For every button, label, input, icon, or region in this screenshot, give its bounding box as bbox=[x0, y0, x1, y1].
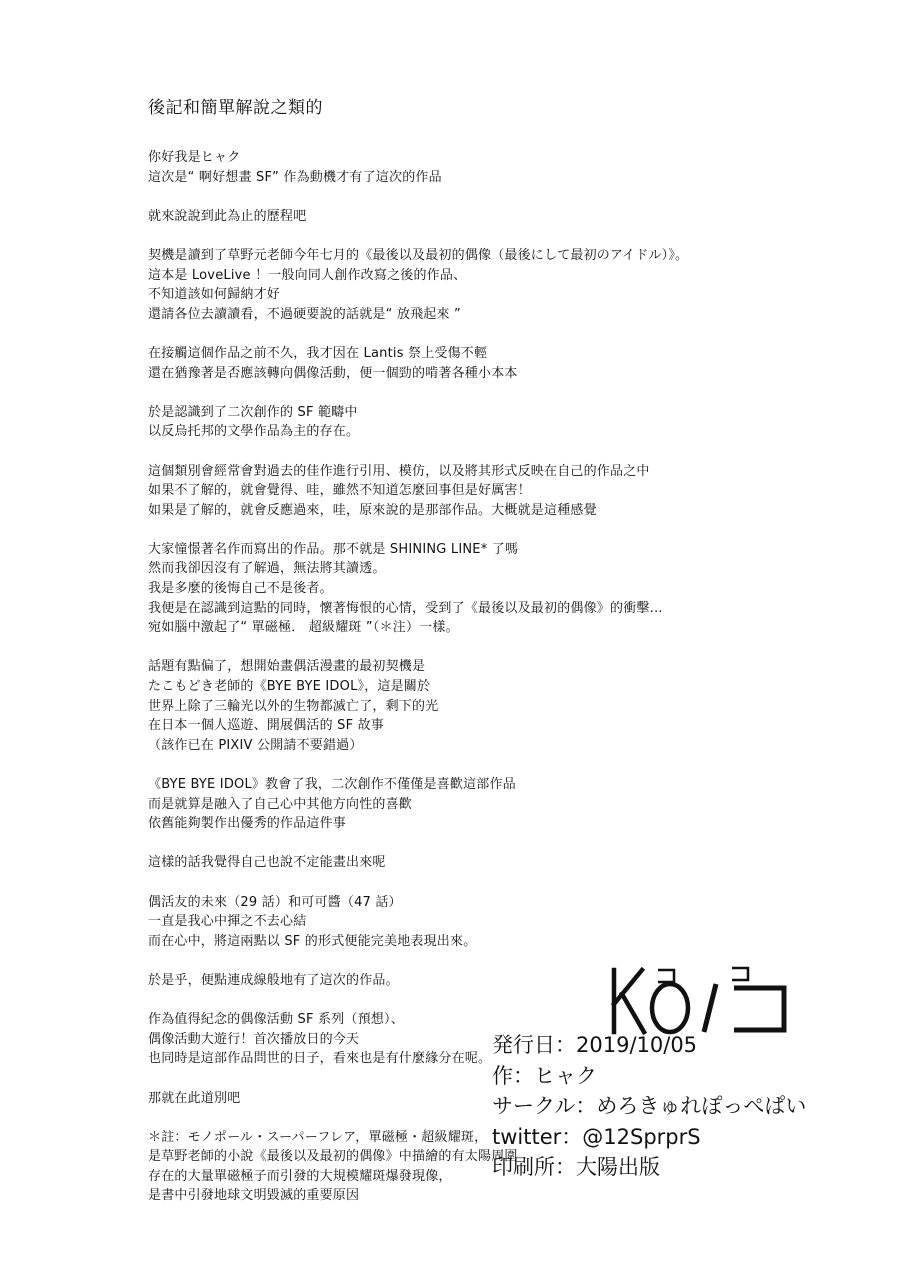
page-title: 後記和簡單解說之類的 bbox=[148, 98, 323, 118]
text-line: たこもどき老師的《BYE BYE IDOL》，這是關於 bbox=[148, 679, 431, 695]
paragraph bbox=[148, 853, 768, 873]
paragraph bbox=[148, 775, 768, 834]
text-line: 不知道該如何歸納才好 bbox=[148, 287, 281, 303]
text-line: 這本是 LoveLive ！一般向同人創作改寫之後的作品、 bbox=[148, 267, 467, 283]
text-line: 我便是在認識到這點的同時，懷著悔恨的心情，受到了《最後以及最初的偶像》的衝擊… bbox=[148, 600, 663, 616]
text-line: 如果是了解的，就會反應過來，哇，原來說的是那部作品。大概就是這種感覺 bbox=[148, 502, 597, 518]
text-line: 於是乎，便點連成線般地有了這次的作品。 bbox=[148, 972, 399, 988]
colophon-publish-date: 発行日：2019/10/05 bbox=[492, 1033, 698, 1057]
text-line: 那就在此道別吧 bbox=[148, 1090, 241, 1106]
paragraph bbox=[148, 540, 768, 638]
text-line: 還在猶豫著是否應該轉向偶像活動，便一個勁的啃著各種小本本 bbox=[148, 365, 518, 381]
text-line: 存在的大量單磁極子而引發的大規模耀斑爆發現像， bbox=[148, 1168, 452, 1184]
text-line: 大家憧憬著名作而寫出的作品。那不就是 SHINING LINE* 了嗎 bbox=[148, 541, 519, 557]
text-line: 是書中引發地球文明毀滅的重要原因 bbox=[148, 1188, 360, 1204]
paragraph bbox=[148, 148, 768, 187]
text-line: 一直是我心中揮之不去心結 bbox=[148, 914, 307, 930]
colophon bbox=[492, 1030, 806, 1183]
text-line: （該作已在 PIXIV 公開請不要錯過） bbox=[148, 737, 363, 753]
paragraph bbox=[148, 246, 768, 324]
paragraph bbox=[148, 207, 768, 227]
text-line: 作為值得紀念的偶像活動 SF 系列（預想）、 bbox=[148, 1012, 404, 1028]
colophon-printer: 印刷所：大陽出版 bbox=[492, 1155, 660, 1179]
text-line: 然而我卻因沒有了解過，無法將其讀透。 bbox=[148, 561, 386, 577]
text-line: 也同時是這部作品問世的日子，看來也是有什麼緣分在呢。 bbox=[148, 1051, 492, 1067]
text-line: 偶活友的未來（29 話）和可可醬（47 話） bbox=[148, 894, 402, 910]
text-line: 如果不了解的，就會覺得、哇，雖然不知道怎麼回事但是好厲害！ bbox=[148, 483, 531, 499]
paragraph bbox=[148, 657, 768, 755]
text-line: ＊註：モノポール・スーパーフレア，單磁極・超級耀斑， bbox=[148, 1129, 488, 1145]
text-line: 在接觸這個作品之前不久，我才因在 Lantis 祭上受傷不輕 bbox=[148, 345, 488, 361]
text-line: 還請各位去讀讀看，不過硬要說的話就是“ 放飛起來 ” bbox=[148, 306, 461, 322]
text-line: 世界上除了三輪光以外的生物都滅亡了，剩下的光 bbox=[148, 698, 439, 714]
text-line: 偶像活動大遊行！首次播放日的今天 bbox=[148, 1031, 360, 1047]
text-line: 你好我是ヒャク bbox=[148, 150, 241, 165]
text-line: 於是認識到了二次創作的 SF 範疇中 bbox=[148, 404, 358, 420]
text-line: 這個類別會經常會對過去的佳作進行引用、模仿，以及將其形式反映在自己的作品之中 bbox=[148, 463, 650, 479]
text-line: 這樣的話我覺得自己也說不定能畫出來呢 bbox=[148, 855, 386, 871]
colophon-author: 作：ヒャク bbox=[492, 1063, 597, 1088]
text-line: 就來說說到此為止的歷程吧 bbox=[148, 208, 307, 224]
text-line: 而是就算是融入了自己心中其他方向性的喜歡 bbox=[148, 796, 413, 812]
text-line: 在日本一個人巡遊、開展偶活的 SF 故事 bbox=[148, 718, 384, 734]
text-line: 宛如腦中激起了“ 單磁極． 超級耀斑 ”（＊注）一樣。 bbox=[148, 620, 459, 636]
paragraph bbox=[148, 462, 768, 521]
text-line: 《BYE BYE IDOL》教會了我，二次創作不僅僅是喜歡這部作品 bbox=[148, 777, 516, 792]
text-line: 依舊能夠製作出優秀的作品這件事 bbox=[148, 816, 347, 832]
colophon-twitter-handle: twitter：@12SprprS bbox=[492, 1124, 701, 1149]
paragraph bbox=[148, 893, 768, 952]
text-line: 這次是“ 啊好想畫 SF” 作為動機才有了這次的作品 bbox=[148, 169, 442, 185]
text-line: 話題有點偏了，想開始畫偶活漫畫的最初契機是 bbox=[148, 659, 426, 675]
circle-logo bbox=[608, 966, 798, 1036]
text-line: 我是多麼的後悔自己不是後者。 bbox=[148, 581, 333, 597]
text-line: 契機是讀到了草野元老師今年七月的《最後以及最初的偶像（最後にして最初のアイドル）》。 bbox=[148, 247, 689, 263]
paragraph bbox=[148, 403, 768, 442]
text-line: 以反烏托邦的文學作品為主的存在。 bbox=[148, 424, 360, 440]
paragraph bbox=[148, 344, 768, 383]
text-line: 是草野老師的小說《最後以及最初的偶像》中描繪的有太陽周圍 bbox=[148, 1149, 518, 1165]
text-line: 而在心中，將這兩點以 SF 的形式便能完美地表現出來。 bbox=[148, 933, 477, 949]
colophon-circle-name: サークル：めろきゅれぽっぺぱい bbox=[492, 1094, 807, 1118]
